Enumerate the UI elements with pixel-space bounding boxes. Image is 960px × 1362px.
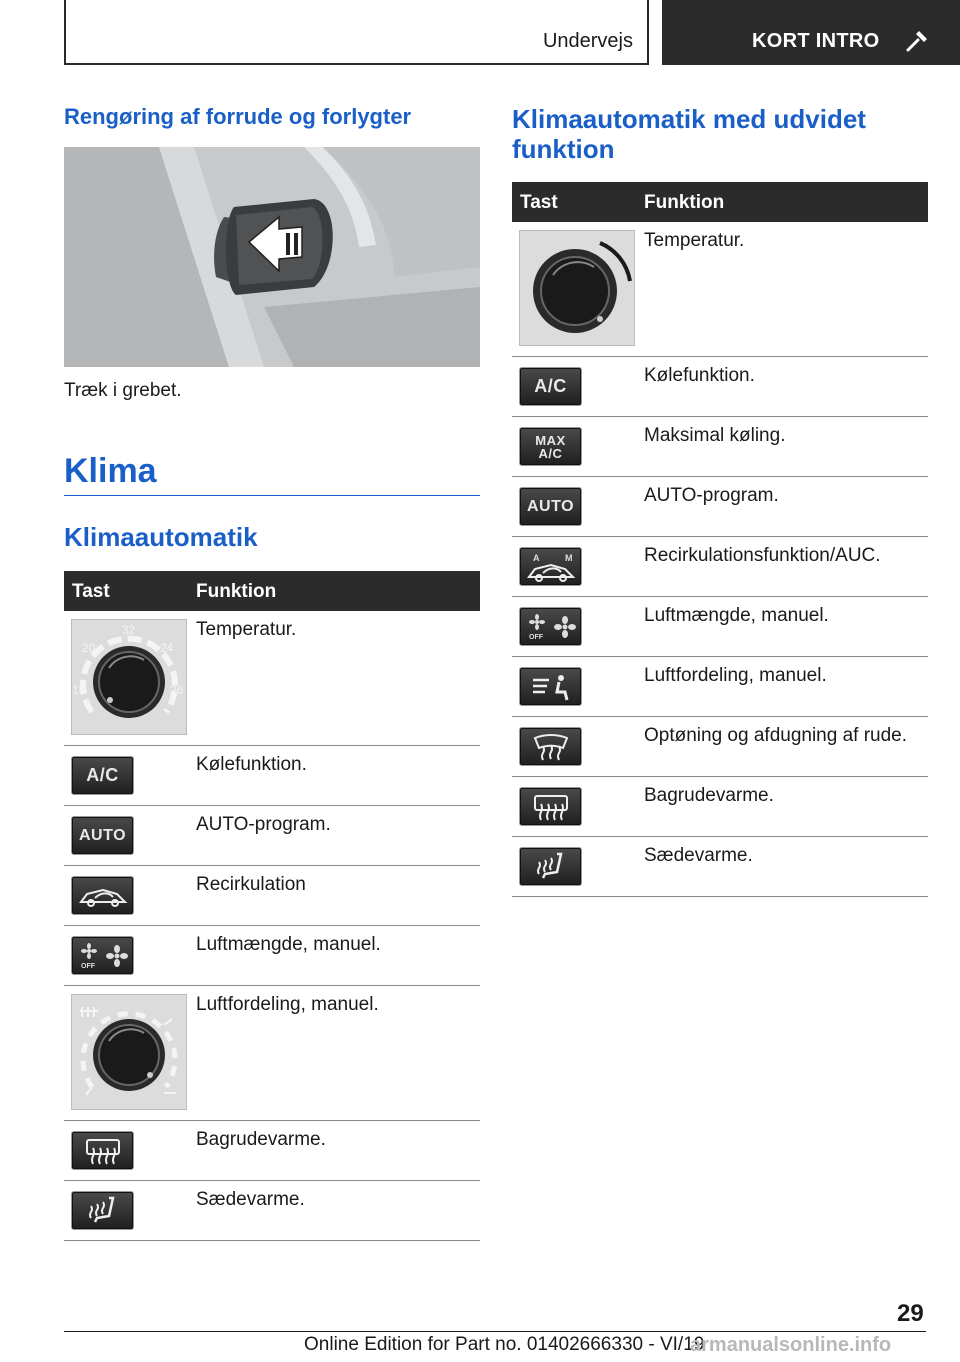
air-distribution-icon	[519, 667, 582, 706]
lever-photo	[64, 147, 480, 367]
col-header-function: Funktion	[644, 192, 725, 213]
dial-number: 20	[82, 641, 96, 655]
function-text: Luftfordeling, manuel.	[644, 665, 827, 686]
seat-heating-icon	[519, 847, 582, 886]
function-text: Luftmængde, manuel.	[644, 605, 829, 626]
function-text: Kølefunktion.	[644, 365, 755, 386]
auto-button-icon: AUTO	[519, 487, 582, 526]
dial-number: 24	[160, 641, 174, 655]
fan-speed-icon	[71, 936, 134, 975]
col-header-key: Tast	[72, 581, 110, 602]
front-defrost-icon	[519, 727, 582, 766]
ac-button-icon: A/C	[519, 367, 582, 406]
rear-defrost-icon	[71, 1131, 134, 1170]
table-row	[512, 417, 928, 477]
section-title-cleaning: Rengøring af forrude og forlygter	[64, 104, 412, 129]
subheading-klimaautomatik: Klimaautomatik	[64, 522, 258, 552]
table-header	[512, 182, 928, 222]
footer-rule	[64, 1331, 926, 1332]
wrench-icon	[904, 28, 930, 54]
temperature-dial-icon	[519, 230, 635, 346]
table-row	[512, 597, 928, 657]
watermark: armanualsonline.info	[690, 1334, 892, 1356]
table-row	[64, 1121, 480, 1181]
max-ac-button-icon: MAX A/C	[519, 427, 582, 466]
function-text: Bagrudevarme.	[196, 1129, 326, 1150]
svg-text:OFF: OFF	[528, 633, 543, 641]
table-row	[512, 477, 928, 537]
photo-caption: Træk i grebet.	[64, 380, 182, 401]
footer-edition: Online Edition for Part no. 01402666330 - VI/19	[304, 1334, 705, 1355]
table-row	[64, 926, 480, 986]
recirculation-auc-icon	[519, 547, 582, 586]
table-row	[512, 357, 928, 417]
ac-button-icon: A/C	[71, 756, 134, 795]
heading-extended-climate: Klimaautomatik med udvidet funktion	[512, 104, 866, 164]
header-section-tab	[64, 0, 649, 65]
fan-speed-icon	[519, 607, 582, 646]
table-row	[64, 986, 480, 1121]
function-text: Sædevarme.	[644, 845, 753, 866]
header-chapter-label: KORT INTRO	[752, 30, 880, 52]
dial-number: 18	[72, 683, 86, 697]
table-row	[64, 1181, 480, 1241]
function-text: Maksimal køling.	[644, 425, 786, 446]
header-section-label: Undervejs	[542, 30, 633, 52]
table-row	[512, 717, 928, 777]
heading-klima: Klima	[64, 452, 157, 490]
header-chapter-tab	[662, 0, 960, 65]
auto-button-icon: AUTO	[71, 816, 134, 855]
col-header-key: Tast	[520, 192, 558, 213]
function-text: Luftfordeling, manuel.	[196, 994, 379, 1015]
recirculation-icon	[71, 876, 134, 915]
table-row	[64, 611, 480, 746]
dial-number: 26	[170, 683, 184, 697]
function-text: AUTO-program.	[644, 485, 779, 506]
temperature-dial-icon	[71, 619, 187, 735]
table-row	[64, 806, 480, 866]
svg-text:M: M	[564, 552, 572, 563]
table-header	[64, 571, 480, 611]
function-text: Luftmængde, manuel.	[196, 934, 381, 955]
svg-text:OFF: OFF	[80, 962, 95, 970]
table-row	[512, 222, 928, 357]
rear-defrost-icon	[519, 787, 582, 826]
table-row	[512, 837, 928, 897]
table-row	[512, 777, 928, 837]
air-distribution-dial-icon	[71, 994, 187, 1110]
right-climate-table	[512, 182, 928, 897]
function-text: Optøning og afdugning af rude.	[644, 725, 908, 746]
heading-rule	[64, 495, 480, 496]
function-text: Bagrudevarme.	[644, 785, 774, 806]
table-row	[64, 746, 480, 806]
table-row	[64, 866, 480, 926]
left-climate-table	[64, 571, 480, 1241]
function-text: AUTO-program.	[196, 814, 331, 835]
table-row	[512, 657, 928, 717]
function-text: Sædevarme.	[196, 1189, 305, 1210]
table-row	[512, 537, 928, 597]
function-text: Kølefunktion.	[196, 754, 307, 775]
seat-heating-icon	[71, 1191, 134, 1230]
col-header-function: Funktion	[196, 581, 277, 602]
svg-text:A: A	[532, 552, 539, 563]
function-text: Temperatur.	[196, 619, 297, 640]
function-text: Temperatur.	[644, 230, 745, 251]
page-number: 29	[897, 1300, 924, 1327]
function-text: Recirkulation	[196, 874, 306, 895]
dial-number: 32	[122, 623, 136, 637]
lever-illustration	[64, 147, 480, 367]
function-text: Recirkulationsfunktion/AUC.	[644, 545, 881, 566]
